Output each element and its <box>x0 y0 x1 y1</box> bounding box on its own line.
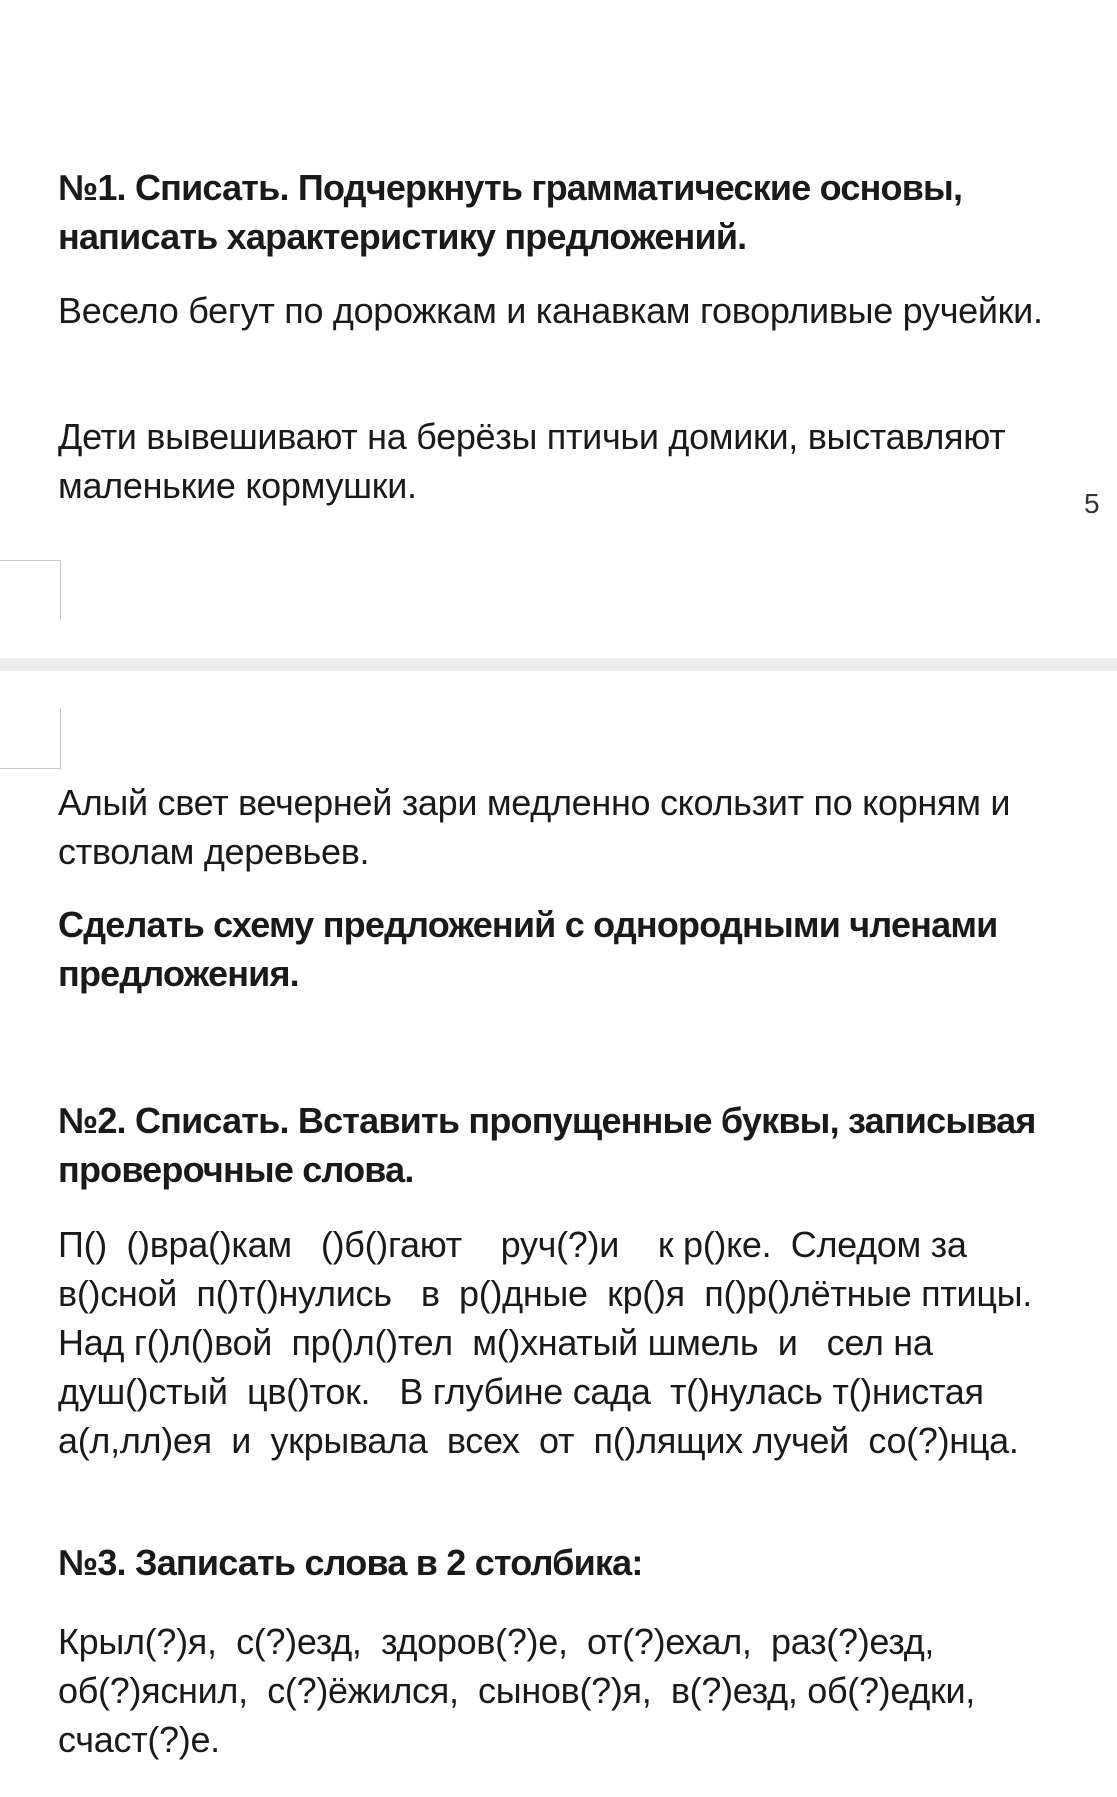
task3-words: Крыл(?)я, с(?)езд, здоров(?)е, от(?)ехал, раз(?)езд, об(?)яснил, с(?)ёжился, сынов(?)я, в(?)езд, об(?)едки, счаст(?)е. <box>58 1621 985 1760</box>
page-corner-mark-top <box>0 708 61 769</box>
task2-text: П() ()вра()кам ()б()гают руч(?)и к р()ке. Следом за в()сной п()т()нулись в р()дные кр()я п()р()лётные птицы. Над г()л()вой пр()л()тел м()хнатый шмель и сел на душ()стый цв()ток. В глубине сада т()нулась т()нистая а(л,лл)ея и укрывала всех от п()лящих лучей со(?)нца. <box>58 1224 1052 1461</box>
task1-sentence-3: Алый свет вечерней зари медленно скользит по корням и стволам деревьев. <box>58 782 1011 872</box>
task1-sentence-1: Весело бегут по дорожкам и канавкам говорливые ручейки. <box>58 290 1043 331</box>
task1-heading: №1. Списать. Подчеркнуть грамматические основы, написать характеристику предложений. <box>58 167 963 257</box>
page-separator <box>0 658 1117 671</box>
task1-sentence-2: Дети вывешивают на берёзы птичьи домики, выставляют маленькие кормушки. <box>58 416 1006 506</box>
task3-heading: №3. Записать слова в 2 столбика: <box>58 1542 643 1583</box>
task1-instruction: Сделать схему предложений с однородными членами предложения. <box>58 904 998 994</box>
page-number: 5 <box>1084 488 1100 519</box>
document-page-1 <box>0 0 1117 658</box>
page-corner-mark-bottom <box>0 560 61 621</box>
task2-heading: №2. Списать. Вставить пропущенные буквы, записывая проверочные слова. <box>58 1100 1036 1190</box>
